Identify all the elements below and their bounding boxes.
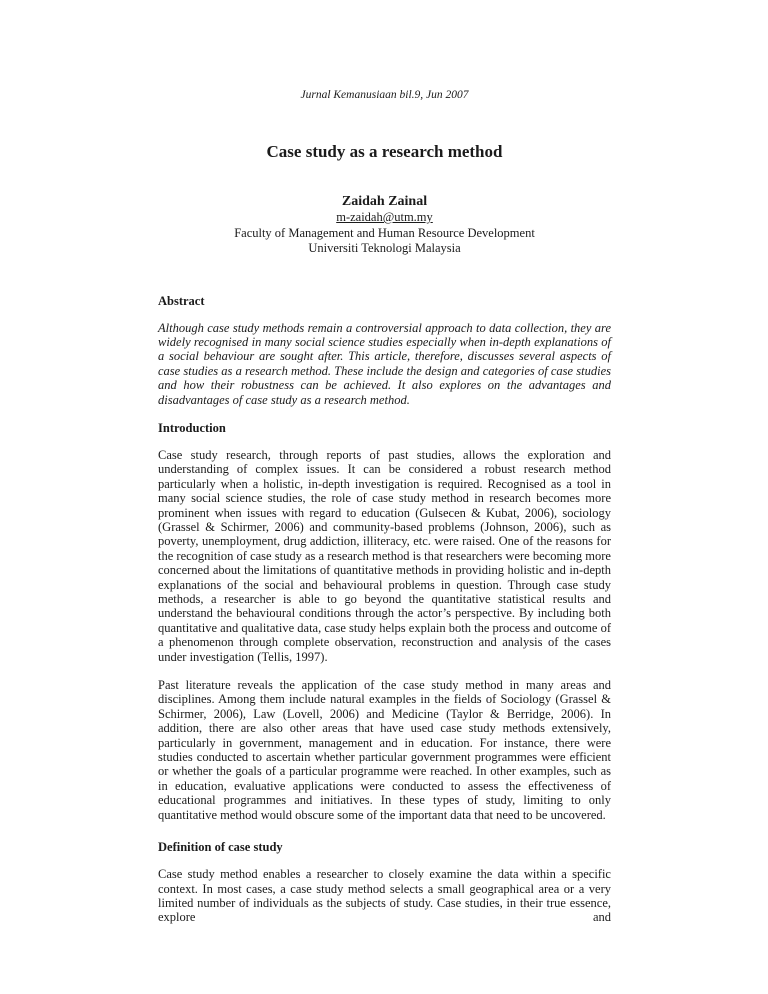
author-affiliation-faculty: Faculty of Management and Human Resource Development xyxy=(234,225,535,240)
introduction-paragraph-1: Case study research, through reports of past studies, allows the exploration and understanding of complex issues. It can be considered a robust research method particularly when a holistic, in-depth investigation is required. Recognised as a tool in many social science studies, the role of case study method in research becomes more prominent when issues with regard to education (Gulsecen & Kubat, 2006), sociology (Grassel & Schirmer, 2006) and community-based problems (Johnson, 2006), such as poverty, unemployment, drug addiction, illiteracy, etc. were raised. One of the reasons for the recognition of case study as a research method is that researchers were becoming more concerned about the limitations of quantitative methods in providing holistic and in-depth explanations of the social and behavioural problems in question. Through case study methods, a researcher is able to go beyond the quantitative statistical results and understand the behavioural conditions through the actor’s perspective. By including both quantitative and qualitative data, case study helps explain both the process and outcome of a phenomenon through complete observation, reconstruction and analysis of the cases under investigation (Tellis, 1997). xyxy=(158,447,611,664)
introduction-paragraph-2: Past literature reveals the application of the case study method in many areas and disciplines. Among them include natural examples in the fields of Sociology (Grassel & Schirmer, 2006), Law (Lovell, 2006) and Medicine (Taylor & Berridge, 2006). In addition, there are also other areas that have used case study methods extensively, particularly in government, management and in education. For instance, there were studies conducted to ascertain whether particular government programmes were efficient or whether the goals of a particular programme were reached. In other examples, such as in education, evaluative applications were conducted to assess the effectiveness of educational programmes and initiatives. In these types of study, limiting to only quantitative method would obscure some of the important data that need to be uncovered. xyxy=(158,678,611,822)
author-email-link[interactable]: m-zaidah@utm.my xyxy=(336,210,433,224)
author-name: Zaidah Zainal xyxy=(341,194,428,209)
introduction-heading: Introduction xyxy=(158,420,226,435)
author-email-row xyxy=(158,210,611,226)
author-affiliation-university: Universiti Teknologi Malaysia xyxy=(308,241,461,255)
author-block xyxy=(158,193,611,257)
journal-header: Jurnal Kemanusiaan bil.9, Jun 2007 xyxy=(300,89,469,101)
abstract-paragraph: Although case study methods remain a controversial approach to data collection, they are widely recognised in many social science studies especially when in-depth explanations of a social behaviour are sought after. This article, therefore, discusses several aspects of case studies as a research method. These include the design and categories of case studies and how their robustness can be achieved. It also explores on the advantages and disadvantages of case study as a research method. xyxy=(158,320,611,407)
definition-paragraph-1: Case study method enables a researcher to closely examine the data within a specific context. In most cases, a case study method selects a small geographical area or a very limited number of individuals as the subjects of study. Case studies, in their true essence, explore and xyxy=(158,867,611,925)
paper-title: Case study as a research method xyxy=(266,142,503,161)
abstract-heading: Abstract xyxy=(158,293,205,308)
definition-heading: Definition of case study xyxy=(158,840,283,855)
